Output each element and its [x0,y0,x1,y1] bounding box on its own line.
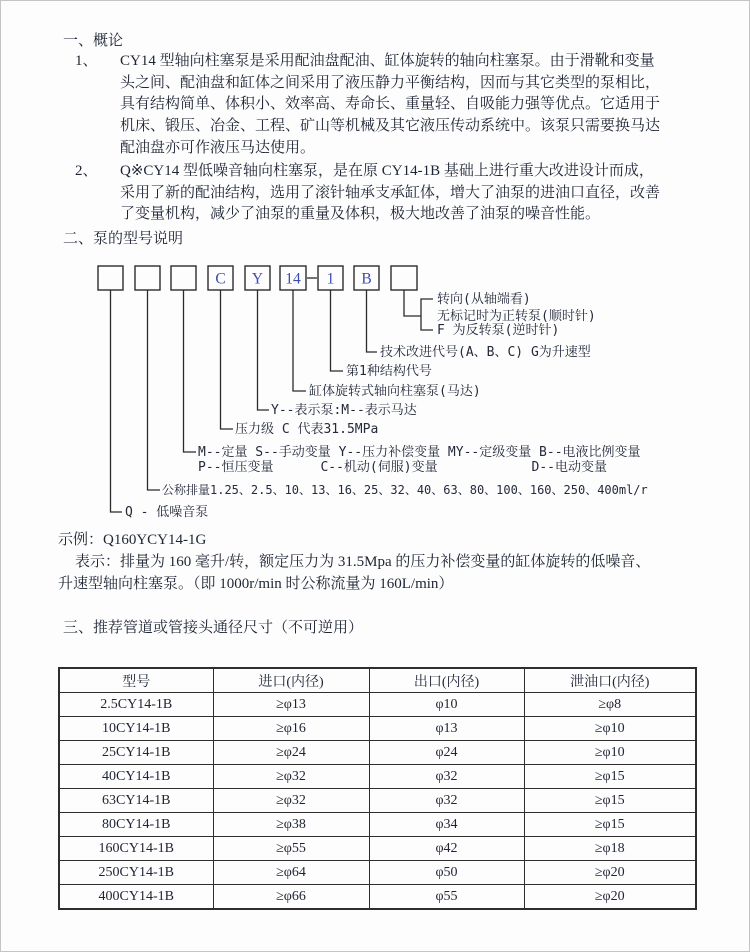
cell-model: 10CY14-1B [59,717,213,741]
cell-inlet: ≥φ13 [213,693,369,717]
cell-drain: ≥φ18 [524,837,696,861]
pump-type-label: 缸体旋转式轴向柱塞泵(马达) [309,384,481,399]
cell-outlet: φ32 [369,765,524,789]
callout-line-variants [184,290,197,452]
list-item-2-number: 2、 [75,163,98,179]
header-inlet: 进口(内径) [213,668,369,693]
code-number-1: 1 [326,270,335,288]
callout-line-pump-or-motor [258,290,270,410]
cell-outlet: φ42 [369,837,524,861]
code-letter-c: C [215,270,226,288]
list-item-1-number: 1、 [75,53,98,69]
header-drain-port: 泄油口(内径) [524,668,696,693]
section-3-heading: 三、推荐管道或管接头通径尺寸（不可逆用） [63,620,364,636]
cell-drain: ≥φ15 [524,813,696,837]
cell-outlet: φ13 [369,717,524,741]
cell-outlet: φ10 [369,693,524,717]
section-1-heading: 一、概论 [63,33,124,49]
callout-line-displacement [148,290,161,490]
pressure-grade-label: 压力级 C 代表31.5MPa [235,422,379,437]
table-row [59,813,696,837]
cell-outlet: φ32 [369,789,524,813]
paragraph-line: 了变量机构，减少了油泵的重量及体积，极大地改善了油泵的噪音性能。 [120,206,601,223]
cell-outlet: φ34 [369,813,524,837]
displacement-label: 公称排量1.25、2.5、10、13、16、25、32、40、63、80、100、160、250、400ml/r [162,483,648,497]
structure-code-label: 第1种结构代号 [346,364,432,379]
cell-drain: ≥φ20 [524,861,696,885]
cell-drain: ≥φ10 [524,717,696,741]
table-row [59,693,696,717]
quiet-pump-label: Q - 低噪音泵 [125,505,209,520]
cell-model: 40CY14-1B [59,765,213,789]
cell-inlet: ≥φ32 [213,765,369,789]
list-item-1 [120,51,705,159]
cell-drain: ≥φ20 [524,885,696,910]
paragraph-line: 机床、锻压、冶金、工程、矿山等机械及其它液压传动系统中。该泵只需要换马达 [120,118,661,135]
rotation-note-1: 转向(从轴端看) [437,292,531,307]
cell-drain: ≥φ15 [524,789,696,813]
callout-line-quiet-pump [111,290,123,512]
paragraph-line: CY14 型轴向柱塞泵是采用配油盘配油、缸体旋转的轴向柱塞泵。由于滑靴和变量 [120,53,655,69]
code-number-14: 14 [285,270,301,288]
code-box-3 [171,266,196,290]
callout-line-pressure-grade [221,290,234,429]
table-row [59,765,696,789]
variant-types-line-1: M--定量 S--手动变量 Y--压力补偿变量 MY--定级变量 B--电液比例变量 [198,445,641,460]
paragraph-line: Q※CY14 型低噪音轴向柱塞泵，是在原 CY14-1B 基础上进行重大改进设计而成， [120,163,654,179]
paragraph-line: 具有结构简单、体积小、效率高、寿命长、重量轻、自吸能力强等优点。它适用于 [120,96,661,113]
cell-model: 250CY14-1B [59,861,213,885]
paragraph-line: 采用了新的配油结构，选用了滚针轴承支承缸体，增大了油泵的进油口直径，改善 [120,184,661,201]
cell-model: 400CY14-1B [59,885,213,910]
cell-inlet: ≥φ24 [213,741,369,765]
pump-or-motor-label: Y--表示泵:M--表示马达 [271,403,417,418]
code-letter-y: Y [251,270,264,288]
cell-model: 25CY14-1B [59,741,213,765]
rotation-note-3: F 为反转泵(逆时针) [437,323,560,338]
pipe-size-table [58,667,697,910]
code-box-1 [98,266,123,290]
table-row [59,885,696,910]
list-item-2 [120,161,705,226]
callout-line-tech-code [367,290,378,352]
cell-inlet: ≥φ16 [213,717,369,741]
example-title: 示例：Q160YCY14-1G [58,532,207,548]
cell-model: 160CY14-1B [59,837,213,861]
example-line-1: 表示：排量为 160 毫升/转，额定压力为 31.5Mpa 的压力补偿变量的缸体旋转的低噪音、 [75,554,651,570]
header-model: 型号 [59,668,213,693]
paragraph-line: 头之间、配油盘和缸体之间采用了液压静力平衡结构，因而与其它类型的泵相比， [120,74,661,91]
cell-outlet: φ55 [369,885,524,910]
table-row [59,861,696,885]
paragraph-line: 配油盘亦可作液压马达使用。 [120,139,316,156]
cell-outlet: φ50 [369,861,524,885]
cell-outlet: φ24 [369,741,524,765]
cell-inlet: ≥φ66 [213,885,369,910]
cell-model: 2.5CY14-1B [59,693,213,717]
header-outlet: 出口(内径) [369,668,524,693]
rotation-note-2: 无标记时为正转泵(顺时针) [437,309,596,324]
cell-model: 80CY14-1B [59,813,213,837]
cell-drain: ≥φ8 [524,693,696,717]
table-row [59,837,696,861]
variant-types-line-2: P--恒压变量 C--机动(伺服)变量 D--电动变量 [198,460,607,475]
cell-inlet: ≥φ32 [213,789,369,813]
table-row [59,717,696,741]
tech-code-label: 技术改进代号(A、B、C) G为升速型 [380,345,591,360]
rotation-bracket [421,299,433,330]
table-row [59,741,696,765]
cell-model: 63CY14-1B [59,789,213,813]
cell-inlet: ≥φ38 [213,813,369,837]
code-box-9 [391,266,417,290]
table-header-row [59,668,696,693]
cell-drain: ≥φ15 [524,765,696,789]
model-code-diagram [50,258,722,530]
callout-line-rotation [404,290,421,316]
cell-inlet: ≥φ64 [213,861,369,885]
code-box-2 [135,266,160,290]
callout-line-pump-type [293,290,306,391]
cell-inlet: ≥φ55 [213,837,369,861]
code-letter-b: B [361,270,372,288]
section-2-heading: 二、泵的型号说明 [63,231,184,247]
callout-line-structure-code [331,290,344,371]
table-row [59,789,696,813]
cell-drain: ≥φ10 [524,741,696,765]
example-line-2: 升速型轴向柱塞泵。（即 1000r/min 时公称流量为 160L/min） [58,576,454,592]
